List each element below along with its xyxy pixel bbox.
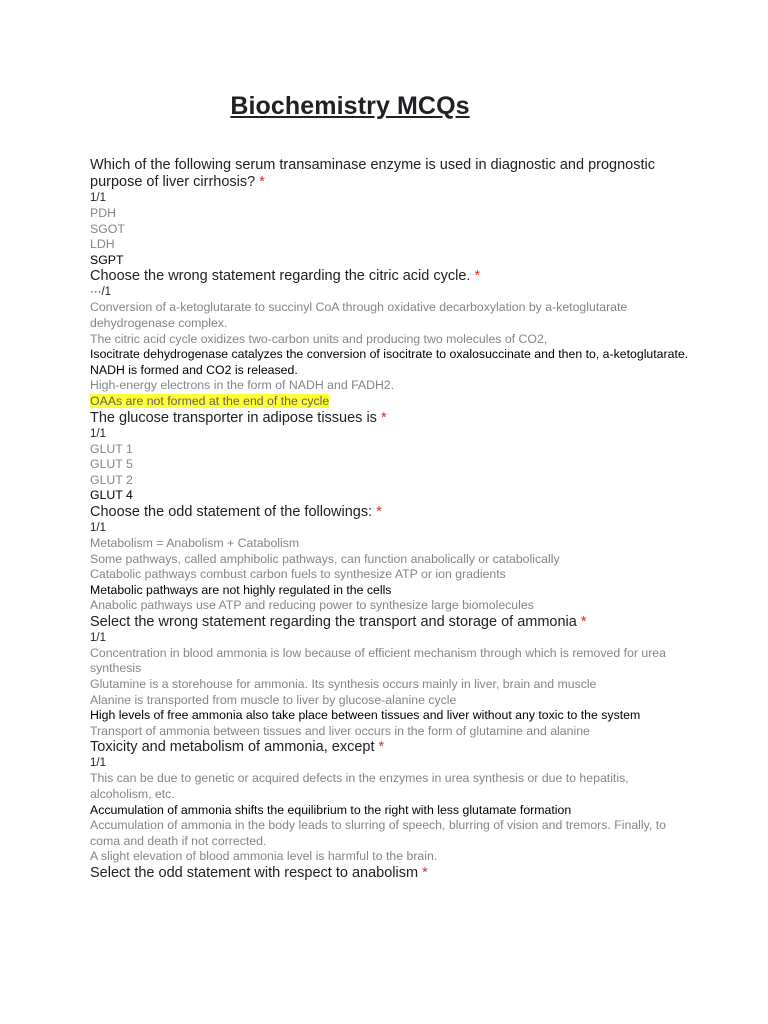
answer-option [90, 394, 690, 410]
question-score: 1/1 [90, 521, 106, 534]
required-asterisk: * [259, 174, 265, 190]
question-label: Select the odd statement with respect to anabolism [90, 865, 423, 881]
answer-option: High-energy electrons in the form of NADH and FADH2. [90, 378, 395, 393]
question-block [90, 268, 690, 409]
question-label: Toxicity and metabolism of ammonia, except [90, 739, 379, 756]
answer-option: Concentration in blood ammonia is low because of efficient mechanism through which is removed for urea synthesis [90, 645, 666, 676]
answer-option: Anabolic pathways use ATP and reducing power to synthesize large biomolecules [90, 598, 534, 613]
required-asterisk: * [380, 409, 387, 426]
answer-option: A slight elevation of blood ammonia level is harmful to the brain. [90, 849, 438, 864]
question-text [90, 410, 690, 427]
question-text [90, 865, 690, 882]
answer-option: Isocitrate dehydrogenase catalyzes the conversion of isocitrate to oxalosuccinate and then to, a-ketoglutarate. NADH is formed and CO2 is released. [90, 347, 689, 377]
question-block [90, 614, 690, 740]
question-label: Choose the wrong statement regarding the citric acid cycle. [90, 268, 475, 285]
answer-option: Conversion of a-ketoglutarate to succinyl CoA through oxidative decarboxylation by a-ketoglutarate dehydrogenase complex. [90, 300, 628, 330]
answer-option: GLUT 2 [90, 472, 133, 487]
question-text [90, 614, 690, 631]
answer-option: Accumulation of ammonia in the body leads to slurring of speech, blurring of vision and tremors. Finally, to coma and death if not corrected. [90, 818, 666, 848]
answer-option: Catabolic pathways combust carbon fuels to synthesize ATP or ion gradients [90, 567, 506, 582]
question-score: 1/1 [90, 757, 106, 770]
required-asterisk: * [422, 865, 428, 881]
answer-option: PDH [90, 206, 116, 220]
answer-option: The citric acid cycle oxidizes two-carbon units and producing two molecules of CO2, [90, 331, 548, 346]
highlighted-answer: OAAs are not formed at the end of the cycle [90, 393, 330, 408]
question-score: 1/1 [90, 192, 106, 204]
answer-option: LDH [90, 237, 115, 252]
answer-option: GLUT 1 [90, 441, 133, 456]
required-asterisk: * [378, 739, 385, 756]
question-block [90, 504, 690, 614]
required-asterisk: * [474, 268, 481, 285]
answer-option: Alanine is transported from muscle to liver by glucose-alanine cycle [90, 692, 457, 707]
question-label: Select the wrong statement regarding the transport and storage of ammonia [90, 613, 581, 630]
answer-option: Transport of ammonia between tissues and liver occurs in the form of glutamine and alanine [90, 723, 590, 738]
question-text [90, 157, 690, 191]
answer-option: Metabolism = Anabolism + Catabolism [90, 535, 300, 550]
answer-option: SGOT [90, 221, 125, 236]
answer-option: Glutamine is a storehouse for ammonia. Its synthesis occurs mainly in liver, brain and muscle [90, 677, 597, 692]
answer-option: GLUT 4 [90, 488, 133, 503]
answer-option: Some pathways, called amphibolic pathways, can function anabolically or catabolically [90, 551, 560, 566]
question-text [90, 739, 690, 756]
question-score: 1/1 [90, 427, 106, 440]
answer-option: High levels of free ammonia also take place between tissues and liver without any toxic to the system [90, 708, 641, 723]
question-text [90, 504, 690, 521]
document-title: Biochemistry MCQs [230, 92, 470, 120]
answer-option: Metabolic pathways are not highly regulated in the cells [90, 582, 392, 597]
required-asterisk: * [376, 503, 382, 520]
question-block [90, 157, 690, 268]
question-list [90, 157, 690, 882]
question-score: ···/1 [90, 286, 112, 299]
question-block [90, 739, 690, 865]
question-block [90, 410, 690, 504]
question-block [90, 865, 690, 882]
answer-option: Accumulation of ammonia shifts the equilibrium to the right with less glutamate formation [90, 802, 572, 817]
question-label: Choose the odd statement of the followings: [90, 503, 377, 520]
question-label: Which of the following serum transaminase enzyme is used in diagnostic and prognostic purpose of liver cirrhosis? [90, 157, 655, 190]
question-score: 1/1 [90, 631, 106, 644]
answer-option: SGPT [90, 252, 124, 267]
question-label: The glucose transporter in adipose tissues is [90, 409, 381, 426]
required-asterisk: * [580, 613, 587, 630]
answer-option: GLUT 5 [90, 457, 133, 472]
question-text [90, 268, 690, 285]
answer-option: This can be due to genetic or acquired defects in the enzymes in urea synthesis or due to hepatitis, alcoholism, etc. [90, 771, 629, 802]
